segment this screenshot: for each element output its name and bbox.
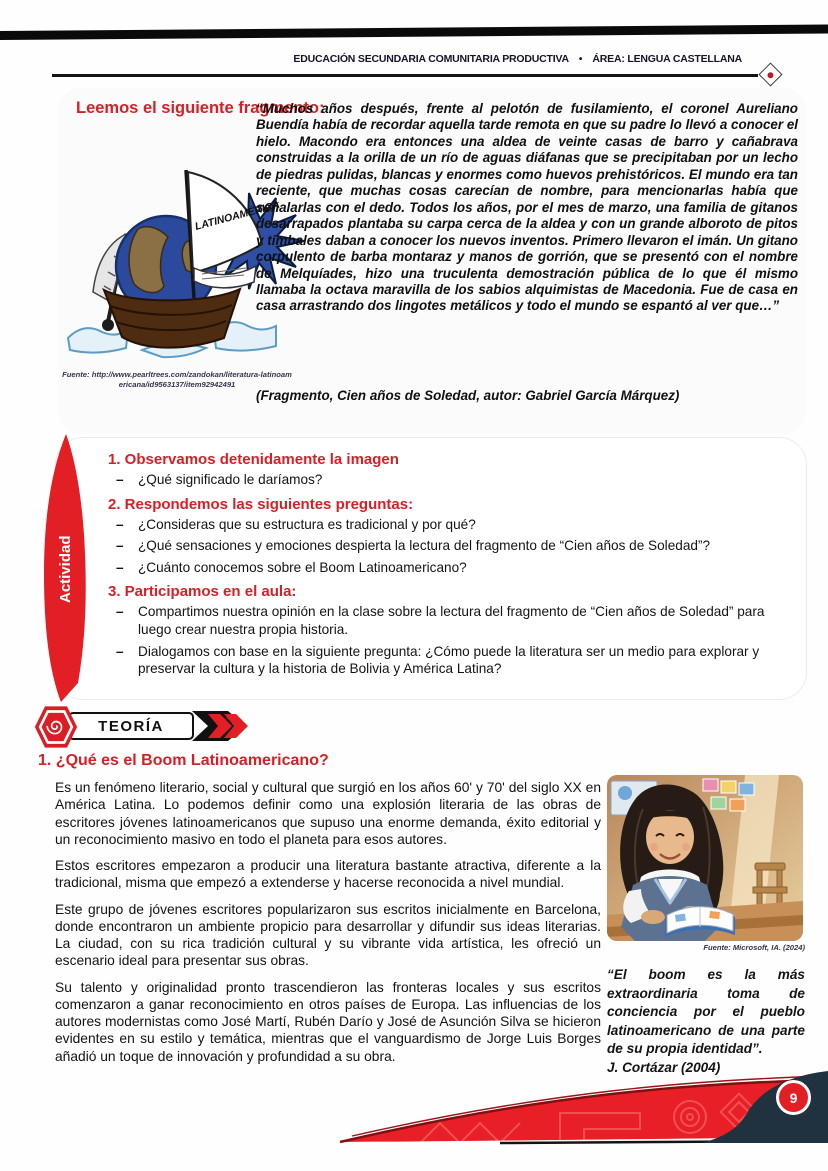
activity-bullet: – Compartimos nuestra opinión en la clase sobre la lectura del fragmento de “Cien años de Soledad” para luego crear nuestra propia historia. (108, 603, 792, 638)
caption-url: http://www.pearltrees.com/zandokan/literatura-latinoamericana/id9563137/item92942491 (91, 370, 292, 389)
theory-paragraph-3: Este grupo de jóvenes escritores popularizaron sus escritos inicialmente en Barcelona, donde encontraron un ambiente propicio para desarrollar y difundir sus ideas literarias. La ciudad, con su rica tradición cultural y su vibrante vida artística, les ofreció un escenario ideal para presentar sus obras. (55, 901, 601, 969)
theory-paragraph-1: Es un fenómeno literario, social y cultural que surgió en los años 60' y 70' del siglo XX en América Latina. Lo podemos definir como una explosión literaria de las obras de escritores jóvenes latinoamericanos que supuso una enorme demanda, éxito editorial y un reconocimiento masivo en todo el planeta para esos autores. (55, 780, 601, 847)
illustration-caption (62, 370, 292, 390)
activity-bullet: – ¿Qué sensaciones y emociones despierta la lectura del fragmento de “Cien años de Soledad”? (108, 537, 792, 555)
quote-text: “El boom es la más extraordinaria toma de conciencia por el pueblo latinoamericano de una parte de su propia identidad”. (607, 967, 805, 1057)
activity-section (55, 437, 807, 700)
header-program-title: EDUCACIÓN SECUNDARIA COMUNITARIA PRODUCTIVA (293, 53, 569, 65)
header-rule-line (52, 74, 758, 77)
theory-badge (34, 704, 254, 750)
photo-caption: Fuente: Microsoft, IA. (2024) (703, 943, 805, 952)
activity-ribbon (36, 431, 94, 707)
footer-decoration (0, 1051, 828, 1171)
activity-ribbon-label: Actividad (57, 535, 74, 603)
activity-bullet: – ¿Qué significado le daríamos? (108, 471, 792, 489)
caption-label: Fuente: (62, 370, 90, 379)
header-area-title: ÁREA: LENGUA CASTELLANA (592, 53, 742, 65)
theory-badge-pill: TEORÍA (68, 712, 194, 740)
spiral-icon (45, 716, 67, 738)
sail-label: LATINOAMÉRICA (193, 198, 282, 233)
theory-paragraph-4: Su talento y originalidad pronto trascendieron las fronteras locales y sus escritos comenzaron a ganar reconocimiento en otros países de Europa. Las influencias de los autores modernistas como José Martí, Rubén Darío y José de Asunción Silva se hicieron evidentes en su estilo y temática, mientras que el vanguardismo de Jorge Luis Borges añadió un toque de innovación y profundidad a su obra. (55, 979, 601, 1064)
activity-item-1-title: 1. Observamos detenidamente la imagen (108, 451, 399, 468)
activity-bullet: – ¿Cuánto conocemos sobre el Boom Latinoamericano? (108, 559, 792, 577)
activity-content (108, 444, 792, 682)
activity-bullet: – Dialogamos con base en la siguiente pregunta: ¿Cómo puede la literatura ser un medio para explorar y preservar la cultura y la historia de Bolivia y América Latina? (108, 643, 792, 678)
activity-item-2-title: 2. Respondemos las siguientes preguntas: (108, 495, 414, 513)
page-number-badge: 9 (776, 1080, 811, 1115)
header-bullet-separator: • (578, 53, 583, 65)
student-photo (607, 775, 803, 941)
theory-section-title: 1. ¿Qué es el Boom Latinoamericano? (38, 752, 329, 769)
activity-bullet: – ¿Consideras que su estructura es tradicional y por qué? (108, 516, 792, 534)
theory-paragraph-2: Estos escritores empezaron a producir una literatura bastante atractiva, diferente a la tradicional, misma que empezó a extenderse y hacerse reconocida a nivel mundial. (55, 858, 601, 891)
activity-item-3-title: 3. Participamos en el aula: (108, 583, 297, 601)
page-header (0, 53, 828, 65)
top-divider-bar (0, 24, 828, 40)
reading-heading: Leemos el siguiente fragmento: (76, 99, 325, 117)
theory-sidebar (607, 775, 805, 1078)
fragment-text: “Muchos años después, frente al pelotón de fusilamiento, el coronel Aureliano Buendía había de recordar aquella tarde remota en que su padre lo llevó a conocer el hielo. Macondo era entonces una aldea de veinte casas de barro y cañabrava construidas a la orilla de un río de aguas diáfanas que se precipitaban por un lecho de piedras pulidas, blancas y enormes como huevos prehistóricos. El mundo era tan reciente, que muchas cosas carecían de nombre, para mencionarlas había que señalarlas con el dedo. Todos los años, por el mes de marzo, una familia de gitanos desarrapados plantaba su carpa cerca de la aldea y con un grande alboroto de pitos y timbales daban a conocer los nuevos inventos. Primero llevaron el imán. Un gitano corpulento de barba montaraz y manos de gorrión, que se presentó con el nombre de Melquíades, hizo una truculenta demostración pública de lo que él mismo llamaba la octava maravilla de los sabios alquimistas de Macedonia. Fue de casa en casa arrastrando dos lingotes metálicos y todo el mundo se espantó al ver que…” (256, 101, 798, 314)
diamond-icon (758, 62, 782, 86)
fragment-attribution: (Fragmento, Cien años de Soledad, autor: Gabriel García Márquez) (256, 388, 680, 403)
quote-author: J. Cortázar (2004) (607, 1059, 721, 1075)
theory-body (55, 779, 601, 1074)
boat-globe-illustration (66, 126, 281, 366)
reading-section (58, 88, 806, 434)
chevrons-right-icon (192, 710, 258, 742)
